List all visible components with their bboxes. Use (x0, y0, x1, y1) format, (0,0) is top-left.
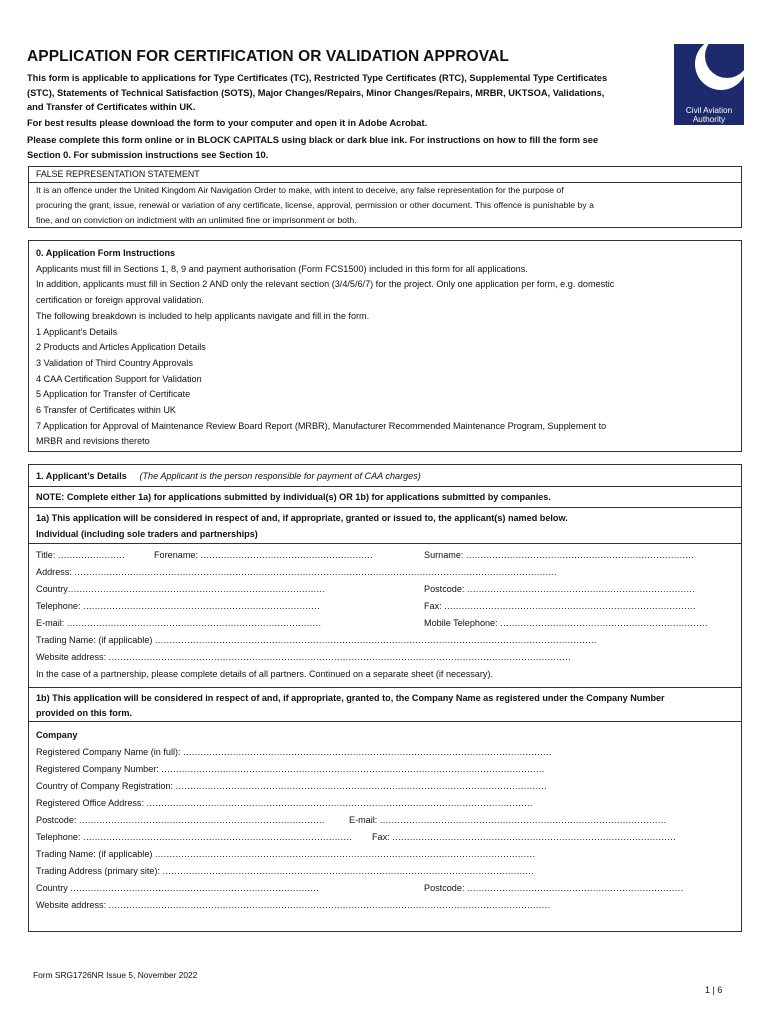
forename-label: Forename: (154, 550, 198, 560)
false-representation-box (28, 166, 742, 228)
company-country-field[interactable]: Country ..................................................................................... (36, 883, 320, 893)
section-1-note: NOTE: Complete either 1a) for applications submitted by individual(s) OR 1b) for applications submitted by companies. (29, 487, 741, 508)
country-registration-field[interactable]: Country of Company Registration: ............................................................................................................................... (36, 781, 548, 791)
company-website-label: Website address: (36, 900, 107, 910)
section-1a-subheading: Individual (including sole traders and partnerships) (36, 528, 258, 539)
telephone-label: Telephone: (36, 601, 81, 611)
section-1b-header (29, 687, 741, 722)
country-field[interactable]: Country........................................................................................ (36, 584, 326, 594)
fax-label: Fax: (424, 601, 442, 611)
reg-company-number-field[interactable]: Registered Company Number: ................................................................................................................................... (36, 764, 545, 774)
section-1b-heading-line: provided on this form. (36, 707, 132, 718)
country-registration-label: Country of Company Registration: (36, 781, 173, 791)
reg-company-number-label: Registered Company Number: (36, 764, 159, 774)
mobile-label: Mobile Telephone: (424, 618, 498, 628)
logo-text-line2: Authority (692, 115, 726, 124)
country-label: Country (36, 584, 68, 594)
website-field[interactable]: Website address: .............................................................................................................................................................. (36, 652, 572, 662)
instruction-line: MRBR and revisions thereto (36, 436, 150, 447)
intro-download: For best results please download the form to your computer and open it in Adobe Acrobat. (27, 118, 428, 128)
telephone-field[interactable]: Telephone: ................................................................................. (36, 601, 321, 611)
intro-line: This form is applicable to applications for Type Certificates (TC), Restricted Type Certificates (RTC), Supplemental Type Certificates (27, 73, 608, 83)
false-rep-heading: FALSE REPRESENTATION STATEMENT (29, 167, 741, 183)
website-label: Website address: (36, 652, 107, 662)
company-telephone-label: Telephone: (36, 832, 81, 842)
instruction-line: 4 CAA Certification Support for Validation (36, 373, 202, 384)
company-country-label: Country (36, 883, 68, 893)
instruction-line: 2 Products and Articles Application Details (36, 342, 206, 353)
intro-line: and Transfer of Certificates within UK. (27, 102, 196, 112)
section-1-applicant-details (28, 464, 742, 932)
logo-text-line1: Civil Aviation (685, 106, 733, 115)
false-rep-line: It is an offence under the United Kingdom Air Navigation Order to make, with intent to deceive, any false representation for the purpose of (36, 185, 564, 195)
company-telephone-field[interactable]: Telephone: ............................................................................................ (36, 832, 353, 842)
title-field[interactable]: Title: ....................... (36, 550, 126, 560)
trading-address-field[interactable]: Trading Address (primary site): ............................................................................................................................... (36, 866, 535, 876)
section-0-heading: 0. Application Form Instructions (36, 248, 176, 258)
section-0-content (36, 246, 736, 450)
page-number: 1 | 6 (705, 985, 723, 995)
reg-office-address-field[interactable]: Registered Office Address: .................................................................................................................................... (36, 798, 533, 808)
address-field[interactable]: Address: ..................................................................................................................................................................... (36, 567, 558, 577)
intro-instructions (27, 133, 657, 162)
fax-field[interactable]: Fax: ...................................................................................... (424, 601, 696, 611)
email-label: E-mail: (36, 618, 65, 628)
reg-company-name-label: Registered Company Name (in full): (36, 747, 181, 757)
instruction-line: The following breakdown is included to help applicants navigate and fill in the form. (36, 310, 370, 321)
page-title: APPLICATION FOR CERTIFICATION OR VALIDATION APPROVAL (27, 48, 509, 65)
company-email-label: E-mail: (349, 815, 378, 825)
company-fax-label: Fax: (372, 832, 390, 842)
instruction-line: 6 Transfer of Certificates within UK (36, 405, 176, 416)
instruction-line: Applicants must fill in Sections 1, 8, 9 and payment authorisation (Form FCS1500) included in this form for all applications. (36, 263, 528, 274)
intro-line: (STC), Statements of Technical Satisfaction (SOTS), Major Changes/Repairs, Minor Changes/Repairs, MRBR, UKTSOA, Validations, (27, 87, 605, 98)
company-postcode2-field[interactable]: Postcode: .......................................................................... (424, 883, 684, 893)
company-postcode-field[interactable]: Postcode: .................................................................................... (36, 815, 325, 825)
company-postcode-label: Postcode: (36, 815, 77, 825)
forename-field[interactable]: Forename: ........................................................... (154, 550, 374, 560)
section-1-heading-note: (The Applicant is the person responsible for payment of CAA charges) (139, 471, 421, 481)
company-heading: Company (36, 730, 78, 740)
false-rep-line: procuring the grant, issue, renewal or variation of any certificate, license, approval, permission or other document. This offence is punishable by a (36, 199, 594, 210)
company-postcode2-label: Postcode: (424, 883, 465, 893)
instruction-line: In addition, applicants must fill in Section 2 AND only the relevant section (3/4/5/6/7) for the project. Only one application per form, e.g. domestic (36, 279, 615, 290)
intro-line: Please complete this form online or in BLOCK CAPITALS using black or dark blue ink. For instructions on how to fill the form see (27, 135, 599, 145)
email-field[interactable]: E-mail: ....................................................................................... (36, 618, 322, 628)
section-1-heading: 1. Applicant’s Details (36, 471, 127, 481)
instruction-line: 5 Application for Transfer of Certificate (36, 389, 191, 400)
section-1b-heading-line: 1b) This application will be considered in respect of and, if appropriate, granted to, the Company Name as registered under the Company Number (36, 693, 665, 703)
reg-office-address-label: Registered Office Address: (36, 798, 145, 808)
false-rep-text (36, 183, 736, 227)
intro-applicability (27, 71, 657, 115)
title-label: Title: (36, 550, 56, 560)
company-website-field[interactable]: Website address: ....................................................................................................................................................... (36, 900, 551, 910)
postcode-label: Postcode: (424, 584, 465, 594)
surname-field[interactable]: Surname: .............................................................................. (424, 550, 695, 560)
section-1a-header (29, 508, 741, 544)
section-1a-heading: 1a) This application will be considered in respect of and, if appropriate, granted or issued to, the applicant(s) named below. (36, 513, 568, 523)
instruction-line: 7 Application for Approval of Maintenance Review Board Report (MRBR), Manufacturer Recommended Maintenance Program, Supplement to (36, 420, 607, 431)
company-fax-field[interactable]: Fax: ................................................................................................. (372, 832, 677, 842)
section-1-header (29, 465, 741, 487)
trading-address-label: Trading Address (primary site): (36, 866, 160, 876)
instruction-line: 3 Validation of Third Country Approvals (36, 357, 193, 368)
reg-company-name-field[interactable]: Registered Company Name (in full): .............................................................................................................................. (36, 747, 552, 757)
company-trading-name-label: Trading Name: (if applicable) (36, 849, 153, 859)
surname-label: Surname: (424, 550, 464, 560)
instruction-line: 1 Applicant’s Details (36, 326, 118, 337)
trading-name-label: Trading Name: (if applicable) (36, 635, 153, 645)
company-trading-name-field[interactable]: Trading Name: (if applicable) .................................................................................................................................. (36, 849, 536, 859)
trading-name-field[interactable]: Trading Name: (if applicable) ....................................................................................................................................................... (36, 635, 597, 645)
mobile-field[interactable]: Mobile Telephone: ....................................................................... (424, 618, 708, 628)
company-email-field[interactable]: E-mail: .................................................................................................. (349, 815, 667, 825)
form-id: Form SRG1726NR Issue 5, November 2022 (33, 970, 198, 980)
caa-logo (674, 44, 744, 125)
postcode-field[interactable]: Postcode: .............................................................................. (424, 584, 696, 594)
section-0-instructions (28, 240, 742, 452)
false-rep-line: fine, and on conviction on indictment with an unlimited fine or imprisonment or both. (36, 214, 357, 225)
partnership-note: In the case of a partnership, please complete details of all partners. Continued on a separate sheet (if necessary). (36, 669, 493, 679)
address-label: Address: (36, 567, 72, 577)
instruction-line: certification or foreign approval validation. (36, 295, 204, 306)
intro-line: Section 0. For submission instructions see Section 10. (27, 149, 269, 160)
